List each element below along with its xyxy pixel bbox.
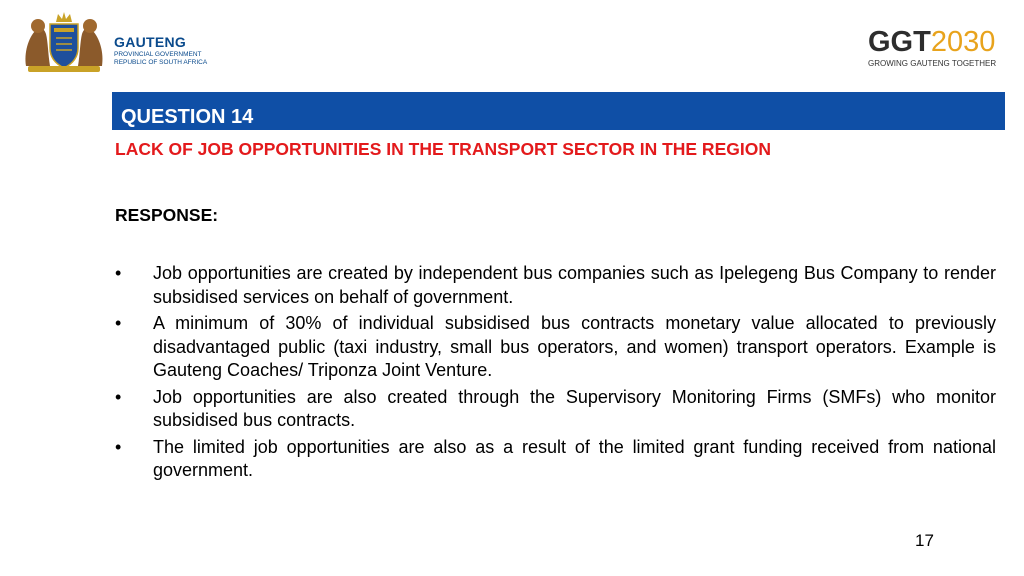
list-item <box>115 386 996 433</box>
coat-of-arms-icon <box>18 8 110 74</box>
title-bar <box>112 92 1005 130</box>
bullet-icon: • <box>115 386 122 407</box>
ggt2030-mark <box>868 28 1008 57</box>
bullet-text: Job opportunities are also created through the Supervisory Monitoring Firms (SMFs) who monitor subsidised bus contracts. <box>153 386 996 430</box>
list-item <box>115 436 996 483</box>
ggt-prefix: GGT <box>868 26 931 58</box>
response-bullet-list <box>115 262 996 486</box>
list-item <box>115 262 996 309</box>
bullet-icon: • <box>115 263 122 283</box>
page-title: QUESTION 14 <box>121 106 254 128</box>
gauteng-logo <box>16 8 216 74</box>
bullet-text: Job opportunities are created by independent bus companies such as Ipelegeng Bus Company to render subsidised services on behalf of government. <box>153 263 996 307</box>
page-number: 17 <box>915 531 934 550</box>
ggt2030-logo <box>868 28 1008 70</box>
bullet-text: The limited job opportunities are also as a result of the limited grant funding received from national government. <box>153 436 996 480</box>
page-subtitle: LACK OF JOB OPPORTUNITIES IN THE TRANSPORT SECTOR IN THE REGION <box>115 139 771 159</box>
gauteng-name: GAUTENG <box>114 34 187 50</box>
bullet-icon: • <box>115 436 122 457</box>
bullet-icon: • <box>115 313 122 333</box>
response-label: RESPONSE: <box>115 205 219 225</box>
gauteng-subline-1: PROVINCIAL GOVERNMENT <box>114 51 202 58</box>
ggt-year: 2030 <box>930 26 996 58</box>
bullet-text: A minimum of 30% of individual subsidised bus contracts monetary value allocated to previously disadvantaged public (taxi industry, small bus operators, and women) transport operators. Example is Gauteng Coaches/ Triponza Joint Venture. <box>153 313 996 380</box>
gauteng-subline-2: REPUBLIC OF SOUTH AFRICA <box>114 59 208 66</box>
list-item <box>115 312 996 383</box>
ggt-tagline: GROWING GAUTENG TOGETHER <box>868 59 997 68</box>
